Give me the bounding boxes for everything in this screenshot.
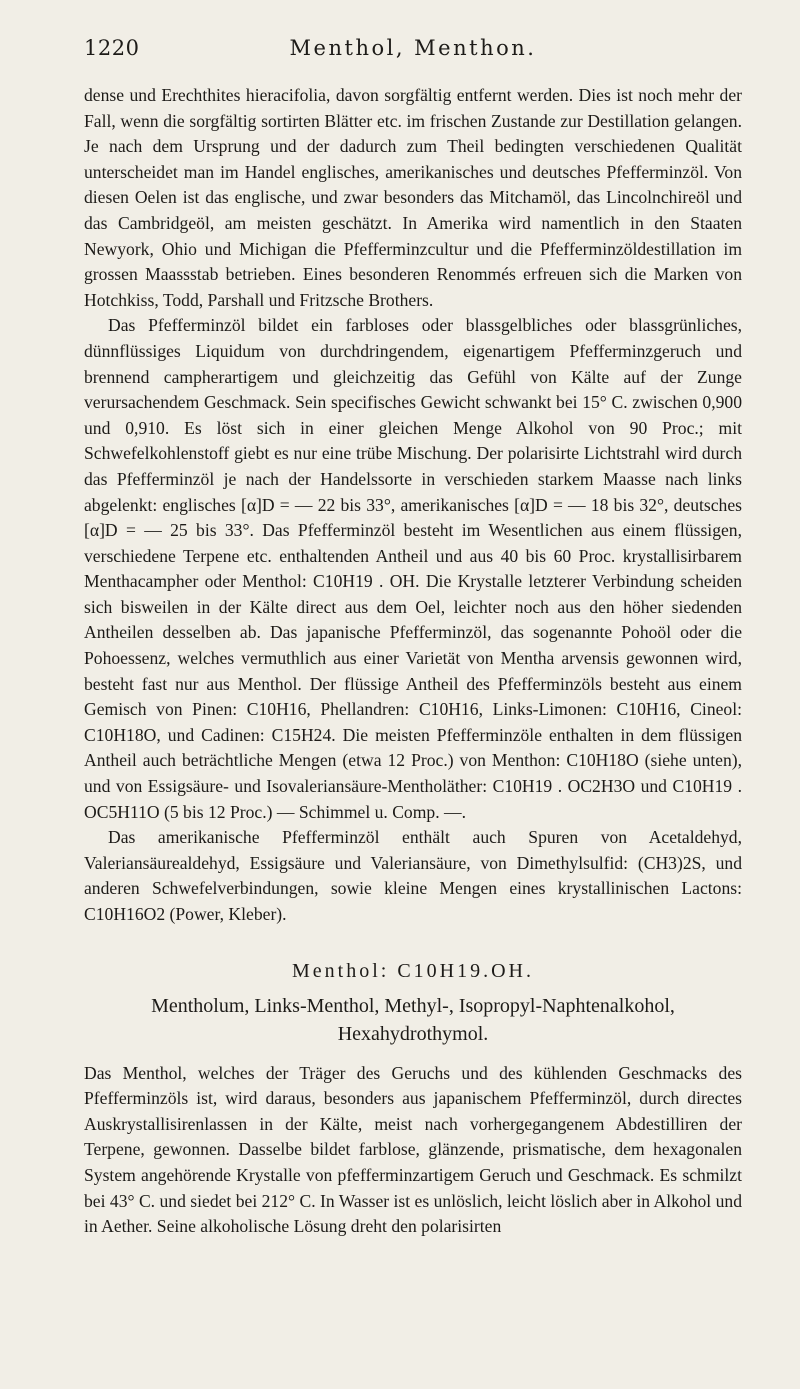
running-title: Menthol, Menthon. <box>289 36 537 60</box>
section-heading-menthol: Menthol: C10H19.OH. <box>292 959 534 982</box>
section-synonyms: Mentholum, Links-Menthol, Methyl-, Isopropyl-Naphtenalkohol, Hexahydrothymol. <box>151 994 675 1045</box>
paragraph-pfefferminzoel-properties: Das Pfefferminzöl bildet ein farbloses oder blassgelbliches oder blassgrünliches, dünnflüssiges Liquidum von durchdringendem, eigenartigem Pfefferminzgeruch und brennend campherartigem und gleichzeitig das Gefühl von Kälte auf der Zunge verursachendem Geschmack. Sein specifisches Gewicht schwankt bei 15° C. zwischen 0,900 und 0,910. Es löst sich in einer gleichen Menge Alkohol von 90 Proc.; mit Schwefelkohlenstoff giebt es nur eine trübe Mischung. Der polarisirte Lichtstrahl wird durch das Pfefferminzöl je nach der Handelssorte in verschieden starkem Maasse nach links abgelenkt: englisches [α]D = — 22 bis 33°, amerikanisches [α]D = — 18 bis 32°, deutsches [α]D = — 25 bis 33°. Das Pfefferminzöl besteht im Wesentlichen aus einem flüssigen, verschiedene Terpene etc. enthaltenden Antheil und aus 40 bis 60 Proc. krystallisirbarem Menthacampher oder Menthol: C10H19 . OH. Die Krystalle letzterer Verbindung scheiden sich bisweilen in der Kälte direct aus dem Oel, leichter noch aus den höher siedenden Antheilen desselben ab. Das japanische Pfefferminzöl, das sogenannte Pohoöl oder die Pohoessenz, welches vermuthlich aus einer Varietät von Mentha arvensis gewonnen wird, besteht fast nur aus Menthol. Der flüssige Antheil des Pfefferminzöls besteht aus einem Gemisch von Pinen: C10H16, Phellandren: C10H16, Links-Limonen: C10H16, Cineol: C10H18O, und Cadinen: C15H24. Die meisten Pfefferminzöle enthalten in dem flüssigen Antheil auch beträchtliche Mengen (etwa 12 Proc.) von Menthon: C10H18O (siehe unten), und von Essigsäure- und Isovaleriansäure-Mentholäther: C10H19 . OC2H3O und C10H19 . OC5H11O (5 bis 12 Proc.) — Schimmel u. Comp. —. <box>84 315 742 822</box>
page-body <box>84 83 742 1240</box>
paragraph-pfefferminzoel-trade: dense und Erechthites hieracifolia, davon sorgfältig entfernt werden. Dies ist noch mehr der Fall, wenn die sorgfältig sortirten Blätter etc. im frischen Zustande zur Destillation gelangen. Je nach dem Ursprung und der dadurch zum Theil bedingten verschiedenen Qualität unterscheidet man im Handel englisches, amerikanisches und deutsches Pfefferminzöl. Von diesen Oelen ist das englische, und zwar besonders das Mitchamöl, das Lincolnchireöl und das Cambridgeöl, am meisten geschätzt. In Amerika wird namentlich in den Staaten Newyork, Ohio und Michigan die Pfefferminzcultur und die Pfefferminzöldestillation im grossen Maassstab betrieben. Eines besonderen Renommés erfreuen sich die Marken von Hotchkiss, Todd, Parshall und Fritzsche Brothers. <box>84 85 742 310</box>
paragraph-menthol: Das Menthol, welches der Träger des Geruchs und des kühlenden Geschmacks des Pfefferminzöls ist, wird daraus, besonders aus japanischem Pfefferminzöl, durch directes Auskrystallisirenlassen in der Kälte, meist nach vorhergegangenem Abdestilliren der Terpene, gewonnen. Dasselbe bildet farblose, glänzende, prismatische, dem hexagonalen System angehörende Krystalle von pfefferminzartigem Geruch und Geschmack. Es schmilzt bei 43° C. und siedet bei 212° C. In Wasser ist es unlöslich, leicht löslich aber in Alkohol und in Aether. Seine alkoholische Lösung dreht den polarisirten <box>84 1062 742 1237</box>
page-number: 1220 <box>84 36 140 60</box>
page-header <box>84 36 742 70</box>
paragraph-american-oil: Das amerikanische Pfefferminzöl enthält auch Spuren von Acetaldehyd, Valeriansäurealdehyd, Essigsäure und Valeriansäure, von Dimethylsulfid: (CH3)2S, und anderen Schwefelverbindungen, sowie kleine Mengen eines krystallinischen Lactons: C10H16O2 (Power, Kleber). <box>84 827 742 924</box>
